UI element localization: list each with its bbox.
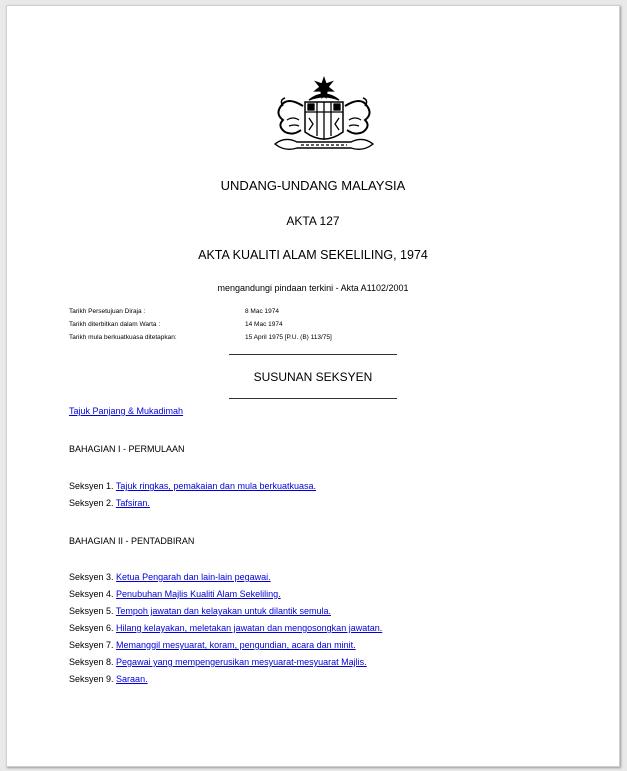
toc-item-prefix: Seksyen 6.: [69, 623, 114, 633]
meta-label: Tarikh Persetujuan Diraja :: [69, 308, 146, 315]
toc-item: [69, 623, 382, 633]
toc-item-link[interactable]: Pegawai yang mempengerusikan mesyuarat-mesyuarat Majlis.: [116, 657, 367, 667]
divider-top: [229, 354, 397, 355]
toc-item: [69, 589, 281, 599]
toc-item-link[interactable]: Tafsiran.: [115, 498, 150, 508]
toc-item-prefix: Seksyen 8.: [69, 657, 114, 667]
toc-item-link[interactable]: Tempoh jawatan dan kelayakan untuk dilantik semula.: [115, 606, 332, 616]
toc-item: [69, 572, 271, 582]
act-number: AKTA 127: [286, 214, 340, 228]
toc-item: [69, 481, 316, 491]
toc-item: [69, 498, 150, 508]
toc-item-prefix: Seksyen 7.: [69, 640, 114, 650]
toc-item-link[interactable]: Memanggil mesyuarat, koram, pengundian, acara dan minit.: [116, 640, 356, 650]
toc-item-prefix: Seksyen 9.: [69, 674, 114, 684]
divider-bottom: [229, 398, 397, 399]
act-title: AKTA KUALITI ALAM SEKELILING, 1974: [198, 248, 428, 262]
document-title: UNDANG-UNDANG MALAYSIA: [220, 178, 406, 193]
meta-value: 14 Mac 1974: [245, 321, 283, 328]
toc-item: [69, 606, 331, 616]
part1-title: BAHAGIAN I - PERMULAAN: [69, 444, 185, 454]
toc-item-prefix: Seksyen 2.: [69, 498, 114, 508]
toc-item-prefix: Seksyen 4.: [69, 589, 114, 599]
toc-item: [69, 640, 356, 650]
meta-label: Tarikh diterbitkan dalam Warta :: [69, 321, 161, 328]
toc-item-prefix: Seksyen 1.: [69, 481, 114, 491]
document-page: [6, 5, 620, 767]
toc-item-link[interactable]: Hilang kelayakan, meletakan jawatan dan mengosongkan jawatan.: [116, 623, 383, 633]
toc-item-link[interactable]: Penubuhan Majlis Kualiti Alam Sekeliling.: [116, 589, 281, 599]
intro-line: [69, 406, 183, 416]
meta-value: 8 Mac 1974: [245, 308, 279, 315]
toc-item: [69, 674, 148, 684]
toc-item-link[interactable]: Tajuk ringkas, pemakaian dan mula berkuatkuasa.: [115, 481, 316, 491]
malaysia-coat-of-arms-icon: [265, 76, 383, 158]
toc-item-prefix: Seksyen 5.: [69, 606, 114, 616]
part2-title: BAHAGIAN II - PENTADBIRAN: [69, 536, 195, 546]
toc-item: [69, 657, 367, 667]
toc-item-link[interactable]: Saraan.: [116, 674, 148, 684]
meta-label: Tarikh mula berkuatkuasa ditetapkan:: [69, 334, 177, 341]
meta-value: 15 April 1975 [P.U. (B) 113/75]: [245, 334, 332, 341]
toc-item-prefix: Seksyen 3.: [69, 572, 114, 582]
section-heading: SUSUNAN SEKSYEN: [253, 370, 373, 384]
intro-link[interactable]: Tajuk Panjang & Mukadimah: [69, 406, 184, 416]
amendment-note: mengandungi pindaan terkini - Akta A1102/2001: [217, 283, 409, 293]
toc-item-link[interactable]: Ketua Pengarah dan lain-lain pegawai.: [116, 572, 271, 582]
